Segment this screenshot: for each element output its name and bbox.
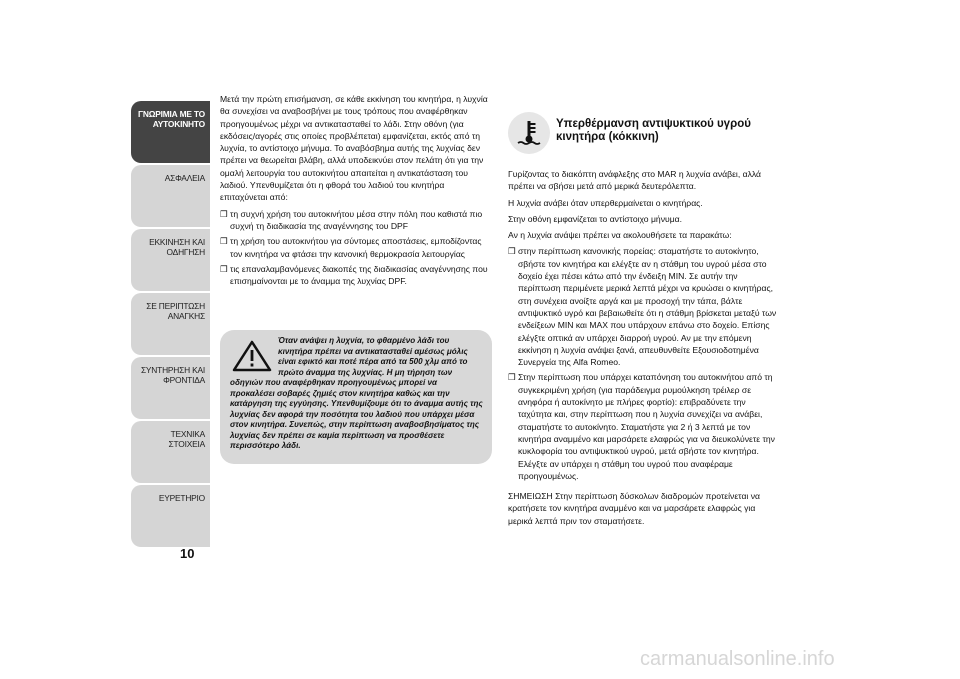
list-item [220, 263, 492, 288]
tab-emergency[interactable] [131, 293, 210, 355]
warning-box [220, 330, 492, 464]
bullet-mark: ❒ [508, 372, 516, 383]
tab-label: ΣΥΝΤΗΡΗΣΗ ΚΑΙ ΦΡΟΝΤΙΔΑ [140, 365, 205, 385]
list-item-text: τις επαναλαμβανόμενες διακοπές της διαδικασίας αναγέννησης που επισημαίνονται με το άναμμα της λυχνίας DPF. [230, 263, 488, 287]
bullet-mark: ❒ [220, 208, 228, 219]
tab-label: ΣΕ ΠΕΡΙΠΤΩΣΗ ΑΝΑΓΚΗΣ [146, 301, 205, 321]
tab-label: ΤΕΧΝΙΚΑ ΣΤΟΙΧΕΙΑ [168, 429, 205, 449]
tab-safety[interactable] [131, 165, 210, 227]
coolant-temperature-icon [508, 112, 550, 154]
bullet-mark: ❒ [220, 236, 228, 247]
tab-label: ΕΚΚΙΝΗΣΗ ΚΑΙ ΟΔΗΓΗΣΗ [149, 237, 205, 257]
bullet-mark: ❒ [220, 263, 228, 274]
list-item [508, 245, 780, 368]
right-column [508, 168, 780, 531]
tab-maintenance[interactable] [131, 357, 210, 419]
left-column [220, 93, 492, 290]
watermark: carmanualsonline.info [640, 648, 835, 670]
tab-getting-to-know[interactable] [131, 101, 210, 163]
list-item [220, 208, 492, 233]
tab-starting-driving[interactable] [131, 229, 210, 291]
page-number: 10 [180, 546, 195, 561]
list-item-text: τη συχνή χρήση του αυτοκινήτου μέσα στην πόλη που καθιστά πιο συχνή τη διαδικασία της αναγέννησης του DPF [230, 208, 483, 231]
tab-label: ΑΣΦΑΛΕΙΑ [164, 173, 205, 183]
note-paragraph: ΣΗΜΕΙΩΣΗ Στην περίπτωση δύσκολων διαδρομών προτείνεται να κρατήσετε τον κινητήρα αναμμένο και να μαρσάρετε ελαφρώς για μερικά λεπτά πριν τον σταματήσετε. [508, 491, 760, 526]
section-heading: Υπερθέρμανση αντιψυκτικού υγρού κινητήρα (κόκκινη) [556, 118, 751, 143]
bullet-mark: ❒ [508, 246, 516, 257]
paragraph: Η λυχνία ανάβει όταν υπερθερμαίνεται ο κινητήρας. [508, 197, 703, 208]
paragraph: Γυρίζοντας το διακόπτη ανάφλεξης στο MAR η λυχνία ανάβει, αλλά πρέπει να σβήσει μετά από μερικά δευτερόλεπτα. [508, 169, 762, 192]
intro-paragraph: Μετά την πρώτη επισήμανση, σε κάθε εκκίνηση του κινητήρα, η λυχνία θα συνεχίσει να αναβοσβήνει με τους τρόπους που αναφέρθηκαν προηγουμένως μέχρι να αντικατασταθεί το λάδι. Στην οθόνη (για εκδόσεις/αγορές στις οποίες προβλέπεται) εμφανίζεται, εκτός από τη λυχνία, το αντίστοιχο μήνυμα. Το αναβόσβημα αυτής της λυχνίας δεν πρέπει να θεωρείται βλάβη, αλλά υποδεικνύει στον πελάτη ότι για την ομαλή λειτουργία του αυτοκινήτου απαιτείται η αντικατάσταση του λαδιού. Υπενθυμίζεται ότι η φθορά του λαδιού του κινητήρα επιταχύνεται από: [220, 94, 488, 203]
tab-label: ΕΥΡΕΤΗΡΙΟ [158, 493, 205, 503]
list-item-text: τη χρήση του αυτοκινήτου για σύντομες αποστάσεις, εμποδίζοντας τον κινητήρα να φτάσει την κανονική θερμοκρασία λειτουργίας [230, 236, 482, 259]
tab-technical-data[interactable] [131, 421, 210, 483]
warning-text: Όταν ανάψει η λυχνία, το φθαρμένο λάδι του κινητήρα πρέπει να αντικατασταθεί αμέσως μόλις είναι εφικτό και ποτέ πέρα από τα 500 χλμ από το πρώτο άναμμα της λυχνίας. Η μη τήρηση των οδηγιών που αναφέρθηκαν προηγουμένως μπορεί να προκαλέσει σοβαρές ζημιές στον κινητήρα καθώς και την κατάργηση της εγγύησης. Υπενθυμίζουμε ότι το άναμμα αυτής της λυχνίας δεν αφορά την ποσότητα του λαδιού που υπάρχει μέσα στον κινητήρα. Συνεπώς, στην περίπτωση αναβοσβησίματος της λυχνίας δεν πρέπει σε καμία περίπτωση να προσθέσετε περισσότερο λάδι. [230, 336, 483, 450]
tab-index[interactable] [131, 485, 210, 547]
warning-triangle-icon [230, 340, 274, 372]
list-item-text: Στην περίπτωση που υπάρχει καταπόνηση του αυτοκινήτου από τη συγκεκριμένη χρήση (για παράδειγμα ρυμούλκηση τρέιλερ σε ανηφόρα ή αυτοκίνητο με πλήρες φορτίο): επιβραδύνετε την ταχύτητα και, στην περίπτωση που η λυχνία συνεχίζει να ανάβει, σταματήστε το αυτοκίνητο. Σταματήστε για 2 ή 3 λεπτά με τον κινητήρα αναμμένο και μαρσάρετε ελαφρώς για να διευκολύνετε την κυκλοφορία του αντιψυκτικού υγρού, μετά σβήστε τον κινητήρα. Ελέγξτε αν υπάρχει η στάθμη του υγρού που αναφέραμε προηγουμένως. [518, 372, 775, 481]
chapter-tabs [131, 101, 210, 549]
list-item-text: στην περίπτωση κανονικής πορείας: σταματήστε το αυτοκίνητο, σβήστε τον κινητήρα και ελέγξτε αν η στάθμη του υγρού μέσα στο δοχείο έχει πέσει κάτω από την ένδειξη MIN. Σε αυτήν την περίπτωση περιμένετε μερικά λεπτά μέχρι να κρυώσει ο κινητήρας, στη συνέχεια ανοίξτε αργά και με προσοχή την τάπα, βάλτε αντιψυκτικό υγρό και βεβαιωθείτε ότι η στάθμη βρίσκεται μεταξύ των ενδείξεων MIN και MAX που υπάρχουν επάνω στο δοχείο. Επίσης ελέγξτε οπτικά αν υπάρχει διαρροή υγρού. Αν με την επόμενη εκκίνηση η λυχνία ανάψει ξανά, απευθυνθείτε Εξουσιοδοτημένα Συνεργεία της Alfa Romeo. [518, 246, 777, 368]
list-item [508, 371, 780, 482]
list-item [220, 235, 492, 260]
paragraph: Αν η λυχνία ανάψει πρέπει να ακολουθήσετε τα παρακάτω: [508, 230, 732, 241]
paragraph: Στην οθόνη εμφανίζεται το αντίστοιχο μήνυμα. [508, 213, 683, 224]
tab-label: ΓΝΩΡΙΜΙΑ ΜΕ ΤΟ ΑΥΤΟΚΙΝΗΤΟ [138, 109, 205, 129]
